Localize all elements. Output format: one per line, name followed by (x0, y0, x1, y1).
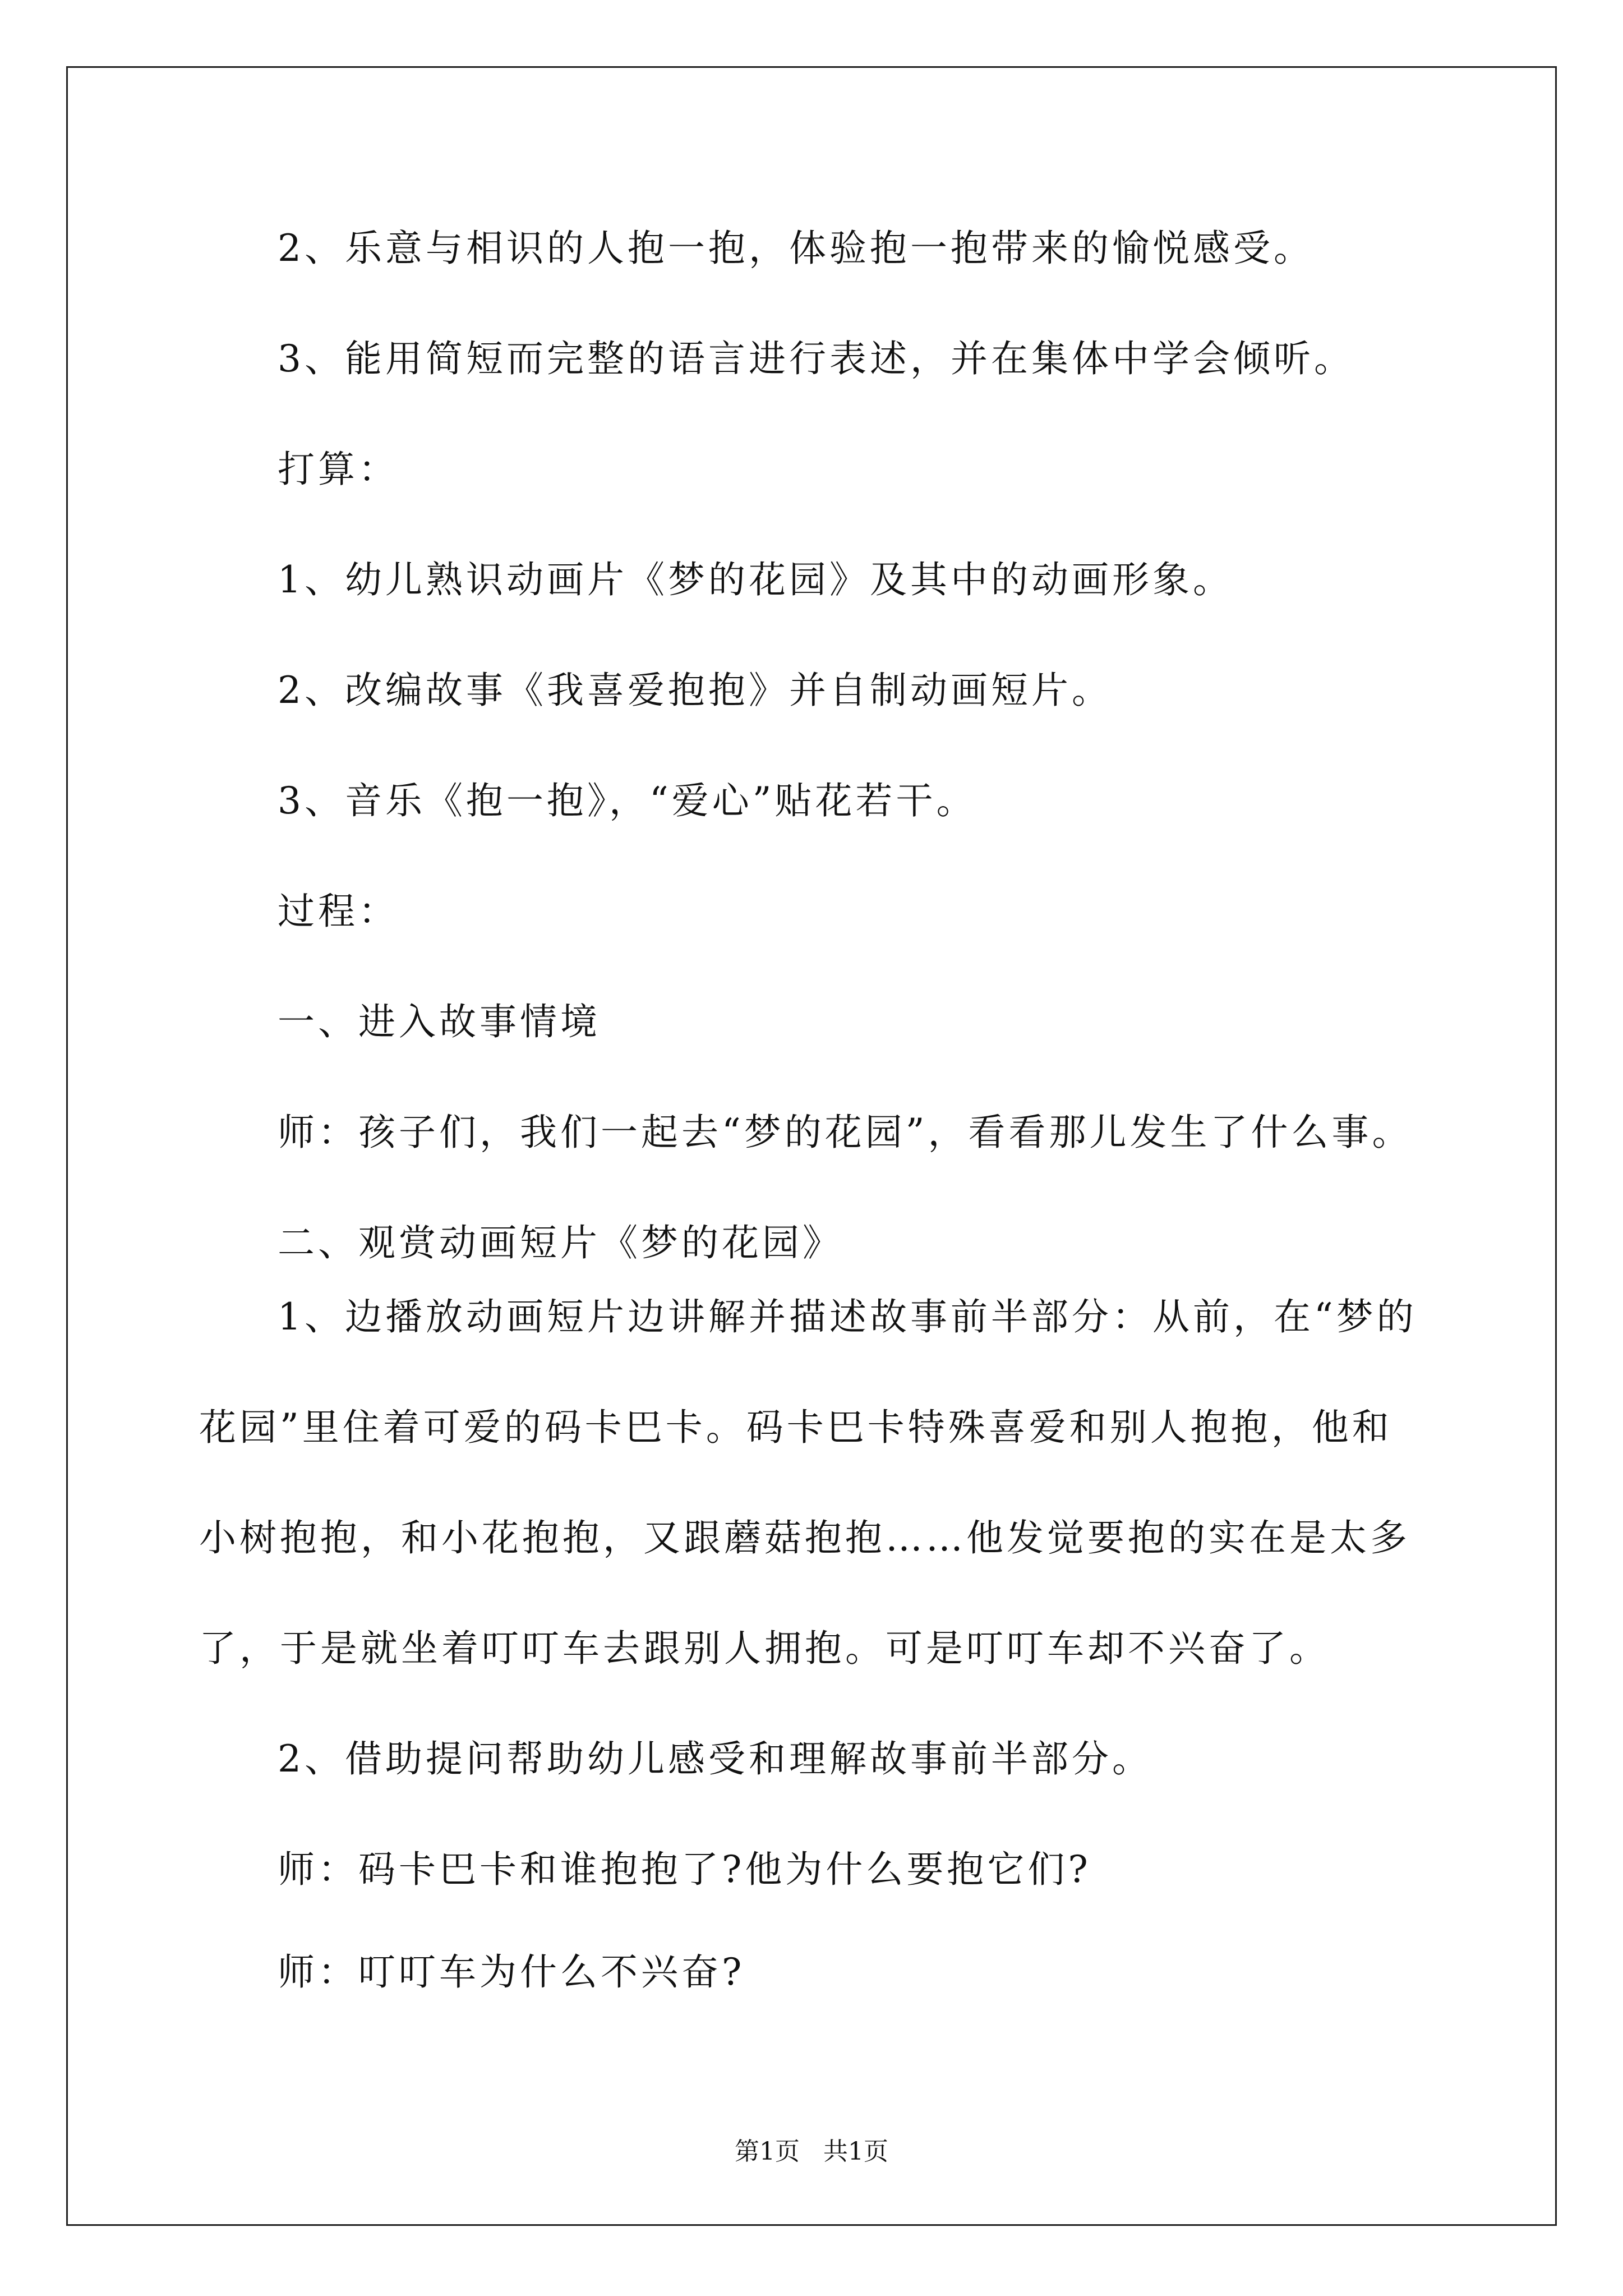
text-line: 1、边播放动画短片边讲解并描述故事前半部分：从前，在“梦的 (278, 1295, 1417, 1338)
text-line: 1、幼儿熟识动画片《梦的花园》及其中的动画形象。 (278, 558, 1233, 601)
text-line: 小树抱抱，和小花抱抱，又跟蘑菇抱抱……他发觉要抱的实在是太多 (199, 1516, 1410, 1559)
text-line: 了，于是就坐着叮叮车去跟别人拥抱。可是叮叮车却不兴奋了。 (199, 1627, 1330, 1670)
text-line: 打算： (278, 448, 399, 491)
text-line: 3、音乐《抱一抱》，“爱心”贴花若干。 (278, 779, 977, 822)
page-footer: 第1页 共1页 (735, 2137, 888, 2166)
text-line: 2、改编故事《我喜爱抱抱》并自制动画短片。 (278, 669, 1112, 712)
text-line: 2、乐意与相识的人抱一抱，体验抱一抱带来的愉悦感受。 (278, 227, 1314, 270)
text-line: 一、进入故事情境 (278, 1000, 601, 1043)
text-line: 师：孩子们，我们一起去“梦的花园”，看看那儿发生了什么事。 (278, 1111, 1413, 1154)
text-line: 3、能用简短而完整的语言进行表述，并在集体中学会倾听。 (278, 337, 1354, 380)
text-line: 2、借助提问帮助幼儿感受和理解故事前半部分。 (278, 1737, 1152, 1780)
text-line: 过程： (278, 890, 399, 933)
text-line: 二、观赏动画短片《梦的花园》 (278, 1221, 843, 1264)
text-line: 师：叮叮车为什么不兴奋? (278, 1950, 745, 1994)
text-line: 师：码卡巴卡和谁抱抱了?他为什么要抱它们? (278, 1848, 1091, 1891)
text-line: 花园”里住着可爱的码卡巴卡。码卡巴卡特殊喜爱和别人抱抱，他和 (199, 1406, 1393, 1449)
